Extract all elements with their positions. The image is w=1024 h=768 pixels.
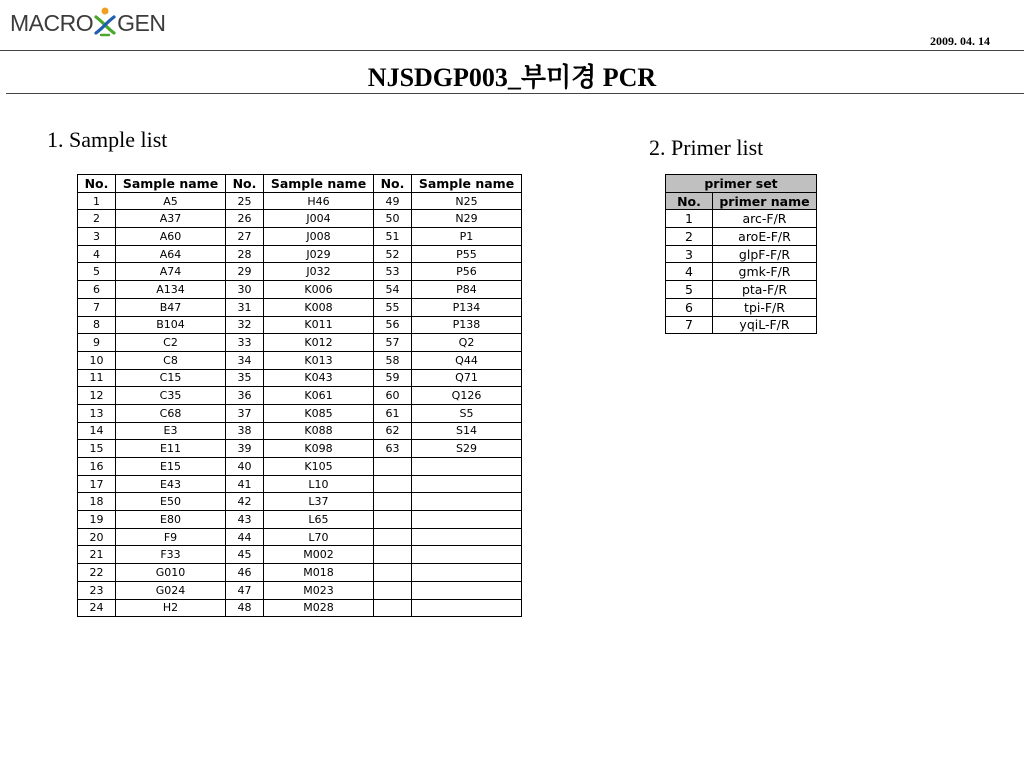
sample-no-cell: 16	[78, 458, 116, 476]
sample-table-row	[78, 528, 522, 546]
sample-name-cell: C68	[116, 404, 226, 422]
logo-text-right: GEN	[117, 9, 166, 36]
sample-no-cell: 56	[374, 316, 412, 334]
sample-name-cell: L37	[264, 493, 374, 511]
sample-table-row	[78, 298, 522, 316]
sample-no-cell: 20	[78, 528, 116, 546]
sample-name-cell: F33	[116, 546, 226, 564]
sample-name-cell: K008	[264, 298, 374, 316]
sample-name-cell: G010	[116, 564, 226, 582]
sample-no-cell: 43	[226, 511, 264, 529]
sample-name-cell: M018	[264, 564, 374, 582]
sample-table-row	[78, 546, 522, 564]
sample-name-cell	[412, 458, 522, 476]
sample-no-cell: 39	[226, 440, 264, 458]
sample-no-cell: 41	[226, 475, 264, 493]
sample-no-cell: 52	[374, 245, 412, 263]
sample-table-row	[78, 493, 522, 511]
primer-name-cell: gmk-F/R	[713, 263, 817, 281]
primer-no-cell: 4	[666, 263, 713, 281]
primer-name-cell: arc-F/R	[713, 210, 817, 228]
sample-no-cell: 4	[78, 245, 116, 263]
sample-table-row	[78, 245, 522, 263]
sample-name-cell: F9	[116, 528, 226, 546]
sample-name-cell: C15	[116, 369, 226, 387]
sample-no-cell: 25	[226, 192, 264, 210]
sample-no-cell: 30	[226, 281, 264, 299]
sample-no-cell	[374, 458, 412, 476]
sample-name-cell: J008	[264, 228, 374, 246]
sample-name-cell: K098	[264, 440, 374, 458]
sample-name-cell: L65	[264, 511, 374, 529]
sample-no-cell: 6	[78, 281, 116, 299]
sample-no-cell: 58	[374, 351, 412, 369]
sample-name-cell: K085	[264, 404, 374, 422]
sample-name-cell: N25	[412, 192, 522, 210]
sample-no-cell: 51	[374, 228, 412, 246]
sample-name-cell: H46	[264, 192, 374, 210]
sample-no-cell: 45	[226, 546, 264, 564]
primer-no-cell: 7	[666, 316, 713, 334]
sample-no-cell: 59	[374, 369, 412, 387]
sample-no-cell: 53	[374, 263, 412, 281]
sample-name-cell	[412, 528, 522, 546]
sample-list-heading: 1. Sample list	[47, 127, 168, 152]
primer-name-cell: tpi-F/R	[713, 298, 817, 316]
sample-no-cell: 35	[226, 369, 264, 387]
sample-table-row	[78, 599, 522, 617]
sample-no-cell: 54	[374, 281, 412, 299]
sample-name-cell: S14	[412, 422, 522, 440]
sample-no-cell: 19	[78, 511, 116, 529]
sample-no-cell	[374, 564, 412, 582]
sample-table-row	[78, 192, 522, 210]
sample-no-cell: 46	[226, 564, 264, 582]
sample-name-cell	[412, 599, 522, 617]
sample-name-cell: B47	[116, 298, 226, 316]
sample-name-cell	[412, 546, 522, 564]
sample-header-name-1: Sample name	[116, 175, 226, 193]
sample-name-cell: E3	[116, 422, 226, 440]
primer-list-heading: 2. Primer list	[649, 135, 764, 160]
sample-table-row	[78, 281, 522, 299]
sample-table-row	[78, 475, 522, 493]
sample-name-cell	[412, 564, 522, 582]
sample-table-row	[78, 422, 522, 440]
sample-table-row	[78, 511, 522, 529]
sample-no-cell: 50	[374, 210, 412, 228]
sample-no-cell: 1	[78, 192, 116, 210]
header-divider-bottom	[6, 93, 1024, 94]
sample-name-cell: M002	[264, 546, 374, 564]
primer-table-row	[666, 228, 817, 246]
sample-no-cell: 14	[78, 422, 116, 440]
sample-no-cell: 31	[226, 298, 264, 316]
sample-name-cell: N29	[412, 210, 522, 228]
sample-no-cell: 33	[226, 334, 264, 352]
sample-table-row	[78, 263, 522, 281]
header-divider-top	[0, 50, 1024, 51]
sample-no-cell	[374, 511, 412, 529]
sample-name-cell: P1	[412, 228, 522, 246]
sample-no-cell: 28	[226, 245, 264, 263]
sample-table-row	[78, 369, 522, 387]
sample-no-cell: 5	[78, 263, 116, 281]
sample-table-row	[78, 387, 522, 405]
sample-no-cell: 38	[226, 422, 264, 440]
sample-name-cell: A134	[116, 281, 226, 299]
sample-header-name-2: Sample name	[264, 175, 374, 193]
sample-name-cell: H2	[116, 599, 226, 617]
sample-name-cell: J032	[264, 263, 374, 281]
primer-name-cell: yqiL-F/R	[713, 316, 817, 334]
primer-header-name: primer name	[713, 192, 817, 210]
sample-no-cell: 9	[78, 334, 116, 352]
sample-no-cell: 7	[78, 298, 116, 316]
sample-name-cell: J029	[264, 245, 374, 263]
sample-no-cell: 22	[78, 564, 116, 582]
sample-name-cell: P134	[412, 298, 522, 316]
sample-no-cell: 62	[374, 422, 412, 440]
sample-name-cell: A5	[116, 192, 226, 210]
sample-name-cell: Q2	[412, 334, 522, 352]
sample-header-no-3: No.	[374, 175, 412, 193]
sample-name-cell: P138	[412, 316, 522, 334]
primer-table-row	[666, 210, 817, 228]
sample-header-no-2: No.	[226, 175, 264, 193]
sample-name-cell: E15	[116, 458, 226, 476]
sample-no-cell: 21	[78, 546, 116, 564]
sample-no-cell: 44	[226, 528, 264, 546]
sample-name-cell	[412, 581, 522, 599]
sample-name-cell: S29	[412, 440, 522, 458]
sample-name-cell: M023	[264, 581, 374, 599]
primer-table-row	[666, 281, 817, 299]
sample-name-cell: E80	[116, 511, 226, 529]
sample-no-cell: 42	[226, 493, 264, 511]
sample-table-row	[78, 228, 522, 246]
sample-name-cell: K013	[264, 351, 374, 369]
sample-name-cell	[412, 493, 522, 511]
sample-no-cell: 63	[374, 440, 412, 458]
sample-table-row	[78, 440, 522, 458]
primer-table-row	[666, 298, 817, 316]
sample-no-cell: 18	[78, 493, 116, 511]
sample-no-cell	[374, 599, 412, 617]
sample-name-cell: E43	[116, 475, 226, 493]
sample-no-cell: 57	[374, 334, 412, 352]
sample-name-cell: K012	[264, 334, 374, 352]
sample-name-cell: C35	[116, 387, 226, 405]
sample-name-cell: A60	[116, 228, 226, 246]
sample-no-cell	[374, 581, 412, 599]
sample-no-cell	[374, 493, 412, 511]
sample-no-cell: 2	[78, 210, 116, 228]
sample-name-cell: A74	[116, 263, 226, 281]
sample-table-row	[78, 351, 522, 369]
sample-no-cell: 8	[78, 316, 116, 334]
sample-no-cell	[374, 475, 412, 493]
sample-name-cell	[412, 511, 522, 529]
primer-table-row	[666, 263, 817, 281]
sample-table-header-row	[78, 175, 522, 193]
primer-header-no: No.	[666, 192, 713, 210]
sample-no-cell: 15	[78, 440, 116, 458]
sample-name-cell: J004	[264, 210, 374, 228]
sample-name-cell: K006	[264, 281, 374, 299]
sample-no-cell: 24	[78, 599, 116, 617]
primer-table-row	[666, 245, 817, 263]
sample-no-cell: 3	[78, 228, 116, 246]
sample-name-cell: P84	[412, 281, 522, 299]
primer-no-cell: 2	[666, 228, 713, 246]
primer-table-group-row	[666, 175, 817, 193]
sample-table-row	[78, 581, 522, 599]
logo-text-left: MACRO	[10, 9, 94, 36]
primer-no-cell: 5	[666, 281, 713, 299]
document-date: 2009. 04. 14	[930, 34, 990, 48]
sample-no-cell: 60	[374, 387, 412, 405]
sample-name-cell: K061	[264, 387, 374, 405]
sample-name-cell: Q44	[412, 351, 522, 369]
sample-name-cell: C2	[116, 334, 226, 352]
sample-name-cell: E11	[116, 440, 226, 458]
sample-name-cell: S5	[412, 404, 522, 422]
sample-no-cell: 13	[78, 404, 116, 422]
primer-name-cell: glpF-F/R	[713, 245, 817, 263]
primer-table-row	[666, 316, 817, 334]
sample-table-row	[78, 210, 522, 228]
sample-name-cell: E50	[116, 493, 226, 511]
sample-no-cell: 47	[226, 581, 264, 599]
primer-no-cell: 1	[666, 210, 713, 228]
sample-table	[77, 174, 522, 617]
sample-no-cell: 48	[226, 599, 264, 617]
sample-name-cell: K088	[264, 422, 374, 440]
sample-no-cell: 12	[78, 387, 116, 405]
sample-name-cell: M028	[264, 599, 374, 617]
primer-table-header-row	[666, 192, 817, 210]
sample-name-cell: Q71	[412, 369, 522, 387]
sample-no-cell: 27	[226, 228, 264, 246]
sample-header-no-1: No.	[78, 175, 116, 193]
sample-no-cell: 11	[78, 369, 116, 387]
sample-no-cell	[374, 528, 412, 546]
sample-no-cell: 26	[226, 210, 264, 228]
sample-no-cell: 23	[78, 581, 116, 599]
primer-table	[665, 174, 817, 334]
page-title: NJSDGP003_부미경 PCR	[367, 63, 657, 92]
sample-no-cell: 36	[226, 387, 264, 405]
sample-no-cell: 55	[374, 298, 412, 316]
primer-set-header: primer set	[666, 175, 817, 193]
macrogen-logo	[10, 6, 165, 40]
primer-no-cell: 3	[666, 245, 713, 263]
sample-no-cell	[374, 546, 412, 564]
sample-name-cell: K011	[264, 316, 374, 334]
sample-table-row	[78, 316, 522, 334]
sample-no-cell: 61	[374, 404, 412, 422]
sample-table-row	[78, 404, 522, 422]
sample-name-cell: L10	[264, 475, 374, 493]
sample-no-cell: 29	[226, 263, 264, 281]
sample-table-row	[78, 458, 522, 476]
sample-name-cell: B104	[116, 316, 226, 334]
sample-name-cell: P55	[412, 245, 522, 263]
sample-name-cell: K043	[264, 369, 374, 387]
sample-name-cell: K105	[264, 458, 374, 476]
sample-no-cell: 32	[226, 316, 264, 334]
primer-no-cell: 6	[666, 298, 713, 316]
primer-name-cell: pta-F/R	[713, 281, 817, 299]
sample-no-cell: 49	[374, 192, 412, 210]
sample-name-cell	[412, 475, 522, 493]
sample-name-cell: A37	[116, 210, 226, 228]
sample-name-cell: Q126	[412, 387, 522, 405]
sample-name-cell: P56	[412, 263, 522, 281]
sample-no-cell: 17	[78, 475, 116, 493]
sample-no-cell: 34	[226, 351, 264, 369]
sample-name-cell: C8	[116, 351, 226, 369]
sample-table-row	[78, 334, 522, 352]
sample-name-cell: G024	[116, 581, 226, 599]
sample-no-cell: 10	[78, 351, 116, 369]
primer-name-cell: aroE-F/R	[713, 228, 817, 246]
sample-no-cell: 40	[226, 458, 264, 476]
sample-no-cell: 37	[226, 404, 264, 422]
macrogen-dna-figure-icon	[92, 5, 118, 41]
sample-header-name-3: Sample name	[412, 175, 522, 193]
sample-table-row	[78, 564, 522, 582]
sample-name-cell: A64	[116, 245, 226, 263]
sample-name-cell: L70	[264, 528, 374, 546]
